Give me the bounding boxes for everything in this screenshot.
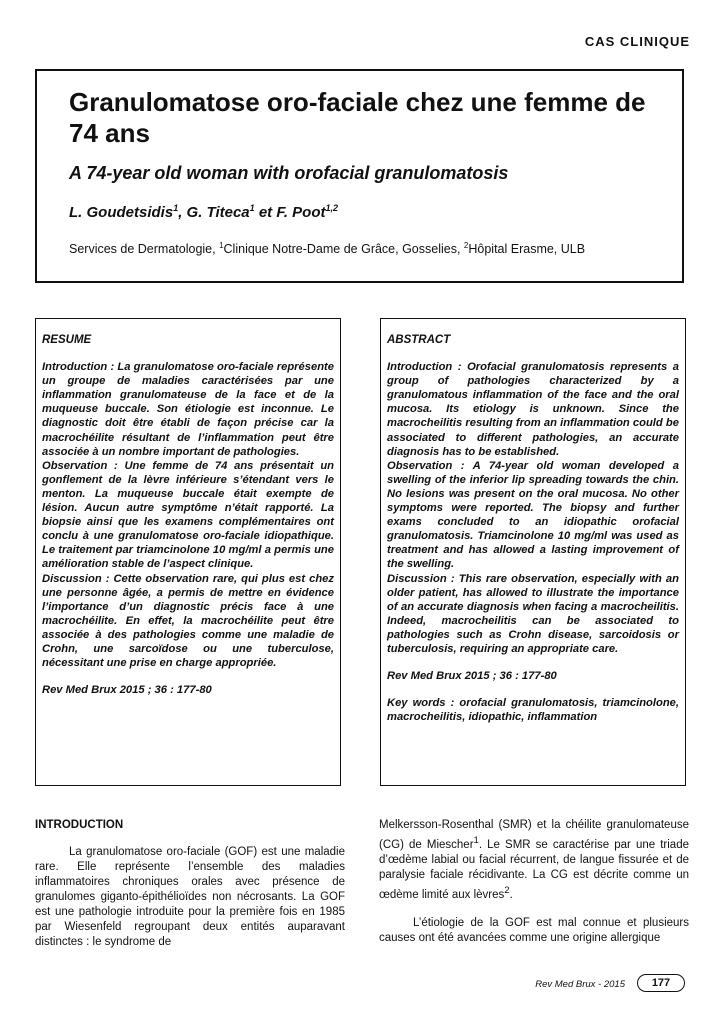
affiliation-institution: Clinique Notre-Dame de Grâce, Gosselies, [223, 242, 464, 257]
footer-journal: Rev Med Brux - 2015 [535, 979, 625, 990]
abstract-box [380, 318, 686, 786]
abstract-heading: ABSTRACT [387, 334, 451, 346]
introduction-heading: INTRODUCTION [35, 819, 124, 831]
body-text: . [509, 888, 513, 901]
resume-body [42, 360, 334, 697]
author-name: L. Goudetsidis [69, 204, 174, 221]
article-title-english: A 74-year old woman with orofacial granulomatosis [69, 163, 509, 183]
title-block [35, 69, 684, 283]
author-name: F. Poot [276, 204, 326, 221]
author-affiliation-mark: 1 [249, 203, 255, 213]
affiliation-mark: 2 [463, 241, 469, 250]
section-label: CAS CLINIQUE [584, 34, 690, 49]
resume-introduction: Introduction : La granulomatose oro-faciale représente un groupe de maladies caractérisées par une inflammation granulomateuse de la face et de la muqueuse buccale. Son étiologie est inconnue. Le diagnostic doit être établi de façon précise car la macrochéilite résultant de l’inflammation peut être associée à un nombre important de pathologies. [42, 361, 334, 458]
body-text: . Le SMR se caractérise par une triade d’œdème labial ou facial récurrent, de langue fissurée et de paralysie faciale récidivante. La CG est décrite comme un œdème limité aux lèvres [379, 838, 689, 901]
abstract-keywords: Key words : orofacial granulomatosis, triamcinolone, macrocheilitis, idiopathic, inflammation [387, 697, 679, 724]
affiliation-mark: 1 [219, 241, 224, 250]
author-separator: , [178, 204, 187, 221]
abstract-citation: Rev Med Brux 2015 ; 36 : 177-80 [387, 670, 557, 683]
page-number: 177 [637, 974, 685, 992]
resume-box [35, 318, 341, 786]
resume-citation: Rev Med Brux 2015 ; 36 : 177-80 [42, 684, 212, 697]
affiliation [69, 237, 659, 258]
body-paragraph: L’étiologie de la GOF est mal connue et plusieurs causes ont été avancées comme une origine allergique [379, 916, 689, 944]
resume-discussion: Discussion : Cette observation rare, qui plus est chez une personne âgée, a permis de mettre en évidence l’importance d’un diagnostic précis face à une macrochéilite. En effet, la macrochéilite peut être associée à des pathologies comme une maladie de Crohn, une sarcoïdose ou une tuberculose, nécessitant une prise en charge appropriée. [42, 572, 334, 670]
body-paragraph: La granulomatose oro-faciale (GOF) est une maladie rare. Elle représente l’ensemble des maladies inflammatoires chroniques orales avec présence de granulomes giganto-épithélioïdes non nécrosants. La GOF est une pathologie introduite pour la première fois en 1985 par Wiesenfeld regroupant deux entités auparavant distinctes : le syndrome de [35, 846, 345, 948]
reference-mark: 2 [504, 884, 510, 896]
resume-observation: Observation : Une femme de 74 ans présentait un gonflement de la lèvre inférieure s’étendant vers le menton. La muqueuse buccale était exempte de lésion. Aucun autre symptôme n’était rapporté. La biopsie ainsi que les examens complémentaires ont conclu à une granulomatose oro-faciale idiopathique. Le traitement par triamcinolone 10 mg/ml a permis une amélioration stable de l’aspect clinique. [42, 459, 334, 571]
body-column-left [35, 818, 345, 950]
affiliation-institution: Hôpital Erasme, ULB [468, 242, 586, 257]
abstract-discussion: Discussion : This rare observation, especially with an older patient, has allowed to illustrate the importance of an accurate diagnosis when facing a macrocheilitis. Indeed, macrocheilitis can be associated to pathologies such as Crohn disease, sarcoidosis or tuberculosis, requiring an appropriate care. [387, 572, 679, 655]
abstract-introduction: Introduction : Orofacial granulomatosis represents a group of pathologies characterized by a granulomatous inflammation of the face and the oral mucosa. Its etiology is unknown. Since the macrocheilitis resulting from an inflammation could be associated to different pathologies, an accurate diagnosis has to be established. [387, 361, 679, 458]
body-column-right [379, 818, 689, 946]
abstract-observation: Observation : A 74-year old woman developed a swelling of the inferior lip spreading towards the chin. No lesions was present on the oral mucosa. No other symptoms were reported. The biopsy and further exams concluded to an idiopathic orofacial granulomatosis. Triamcinolone 10 mg/ml was used as treatment and has allowed a lasting improvement of the swelling. [387, 459, 679, 571]
author-affiliation-mark: 1 [173, 203, 179, 213]
reference-mark: 1 [473, 835, 479, 846]
affiliation-prefix: Services de Dermatologie, [69, 242, 220, 257]
author-separator: et [254, 204, 277, 221]
resume-heading: RESUME [42, 334, 92, 346]
article-title: Granulomatose oro-faciale chez une femme de 74 ans [69, 87, 646, 148]
author-name: G. Titeca [186, 204, 250, 221]
author-affiliation-mark: 1,2 [325, 203, 339, 213]
author-list [69, 203, 338, 221]
abstract-body [387, 360, 679, 724]
body-paragraph [379, 818, 689, 903]
body-text: Melkersson-Rosenthal (SMR) et la chéilite granulomateuse (CG) de Miescher [379, 819, 689, 851]
